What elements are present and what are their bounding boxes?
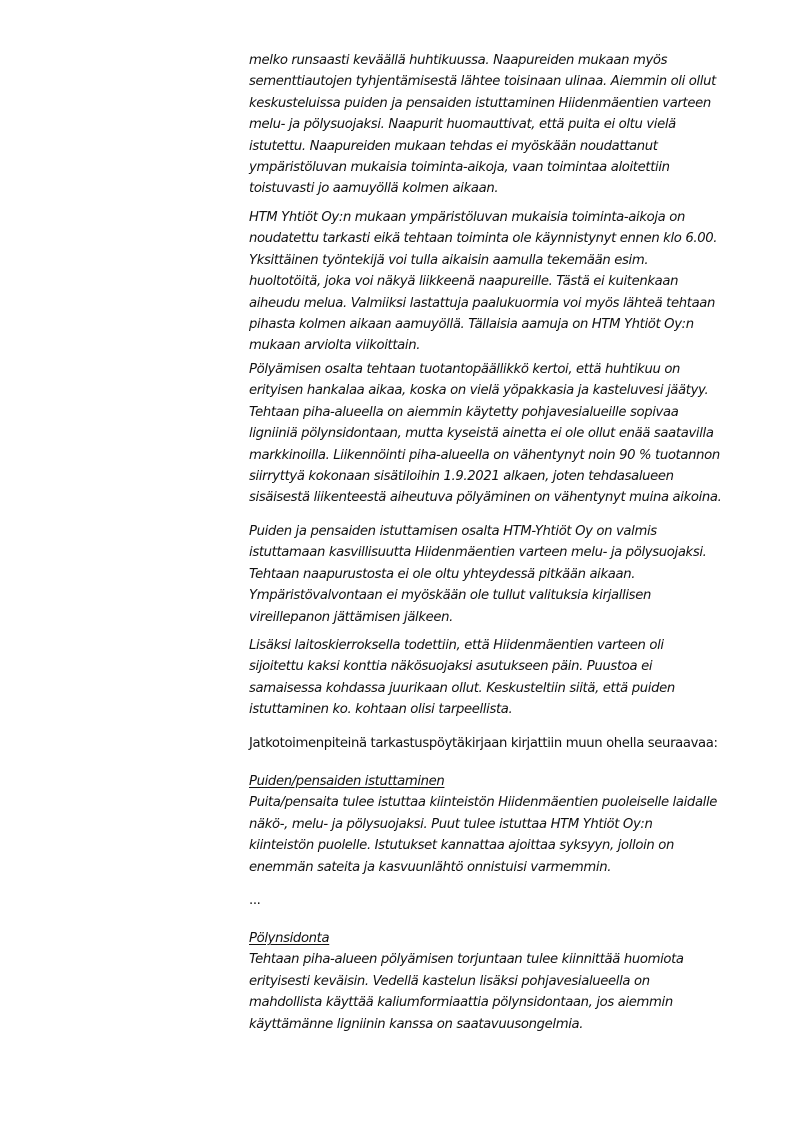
text-line: keskusteluissa puiden ja pensaiden istuttaminen Hiidenmäentien varteen xyxy=(249,95,711,111)
followup-intro xyxy=(249,733,718,754)
text-line: erityisesti keväisin. Vedellä kastelun lisäksi pohjavesialueella on xyxy=(249,973,650,989)
text-line: mukaan arviolta viikoittain. xyxy=(249,338,421,354)
text-line: enemmän sateita ja kasvuunlähtö onnistuisi varmemmin. xyxy=(249,859,612,875)
text-line: toistuvasti jo aamuyöllä kolmen aikaan. xyxy=(249,181,499,197)
text-line: mahdollista käyttää kaliumformiaattia pölynsidontaan, jos aiemmin xyxy=(249,995,673,1011)
section-dust-binding xyxy=(249,928,684,1035)
paragraph-neighbors-complaints xyxy=(249,50,716,200)
paragraph-inspection-round xyxy=(249,635,675,721)
paragraph-planting xyxy=(249,521,707,628)
text-line: ligniiniä pölynsidontaan, mutta kyseistä ainetta ei ole ollut enää saatavilla xyxy=(249,426,714,442)
text-line: sementtiautojen tyhjentämisestä lähtee toisinaan ulinaa. Aiemmin oli ollut xyxy=(249,74,716,90)
text-line: Ympäristövalvontaan ei myöskään ole tullut valituksia kirjallisen xyxy=(249,588,651,604)
ellipsis xyxy=(249,890,261,911)
text-line: sijoitettu kaksi konttia näkösuojaksi asutukseen päin. Puustoa ei xyxy=(249,659,653,675)
text-line: huoltotöitä, joka voi näkyä liikkeenä naapureille. Tästä ei kuitenkaan xyxy=(249,274,679,290)
text-line: pihasta kolmen aikaan aamuyöllä. Tällaisia aamuja on HTM Yhtiöt Oy:n xyxy=(249,316,694,332)
text-line: Pölyämisen osalta tehtaan tuotantopäällikkö kertoi, että huhtikuu on xyxy=(249,362,681,377)
text-line: Puiden ja pensaiden istuttamisen osalta HTM-Yhtiöt Oy on valmis xyxy=(249,524,657,539)
text-line: Puita/pensaita tulee istuttaa kiinteistön Hiidenmäentien puoleiselle laidalle xyxy=(249,795,718,811)
text-line: ympäristöluvan mukaisia toiminta-aikoja, vaan toimintaa aloitettiin xyxy=(249,159,670,175)
text-line: vireillepanon jättämisen jälkeen. xyxy=(249,609,454,625)
text-line: HTM Yhtiöt Oy:n mukaan ympäristöluvan mukaisia toiminta-aikoja on xyxy=(249,210,685,225)
section-heading-text: Puiden/pensaiden istuttaminen xyxy=(249,774,445,789)
text-line: Tehtaan piha-alueella on aiemmin käytetty pohjavesialueille sopivaa xyxy=(249,404,679,420)
text-line: Tehtaan piha-alueen pölyämisen torjuntaan tulee kiinnittää huomiota xyxy=(249,952,684,968)
text-line: näkö-, melu- ja pölysuojaksi. Puut tulee istuttaa HTM Yhtiöt Oy:n xyxy=(249,816,653,832)
text-line: sisäisestä liikenteestä aiheutuva pölyäminen on vähentynyt muina aikoina. xyxy=(249,490,722,506)
text-line: melu- ja pölysuojaksi. Naapurit huomauttivat, että puita ei oltu vielä xyxy=(249,117,676,133)
text-line: markkinoilla. Liikennöinti piha-alueella on vähentynyt noin 90 % tuotannon xyxy=(249,447,720,463)
text-line: istutettu. Naapureiden mukaan tehdas ei myöskään noudattanut xyxy=(249,138,658,154)
text-line: melko runsaasti keväällä huhtikuussa. Naapureiden mukaan myös xyxy=(249,53,668,68)
ellipsis-text: ... xyxy=(249,893,261,908)
text-line: siirryttyä kokonaan sisätiloihin 1.9.2021 alkaen, joten tehdasalueen xyxy=(249,468,674,484)
paragraph-dust xyxy=(249,359,722,509)
text-line: noudatettu tarkasti eikä tehtaan toiminta ole käynnistynyt ennen klo 6.00. xyxy=(249,231,718,247)
text-line: kiinteistön puolelle. Istutukset kannattaa ajoittaa syksyyn, jolloin on xyxy=(249,838,674,854)
text-line: Tehtaan naapurustosta ei ole oltu yhteydessä pitkään aikaan. xyxy=(249,566,636,582)
text-line: aiheudu melua. Valmiiksi lastattuja paalukuormia voi myös lähteä tehtaan xyxy=(249,295,716,311)
text-line: istuttamaan kasvillisuutta Hiidenmäentien varteen melu- ja pölysuojaksi. xyxy=(249,545,707,561)
text-line: erityisen hankalaa aikaa, koska on vielä yöpakkasia ja kasteluvesi jäätyy. xyxy=(249,383,709,399)
section-planting xyxy=(249,771,717,878)
section-heading xyxy=(249,771,717,792)
section-heading-text: Pölynsidonta xyxy=(249,931,330,946)
text-line: istuttaminen ko. kohtaan olisi tarpeellista. xyxy=(249,702,513,718)
text-line: Yksittäinen työntekijä voi tulla aikaisin aamulla tekemään esim. xyxy=(249,252,649,268)
text-line: Jatkotoimenpiteinä tarkastuspöytäkirjaan kirjattiin muun ohella seuraavaa: xyxy=(249,736,718,751)
text-line: Lisäksi laitoskierroksella todettiin, että Hiidenmäentien varteen oli xyxy=(249,638,664,653)
text-line: samaisessa kohdassa juurikaan ollut. Keskusteltiin siitä, että puiden xyxy=(249,680,675,696)
text-line: käyttämänne ligniinin kanssa on saatavuusongelmia. xyxy=(249,1016,584,1032)
section-heading xyxy=(249,928,684,949)
paragraph-company-response xyxy=(249,207,717,357)
